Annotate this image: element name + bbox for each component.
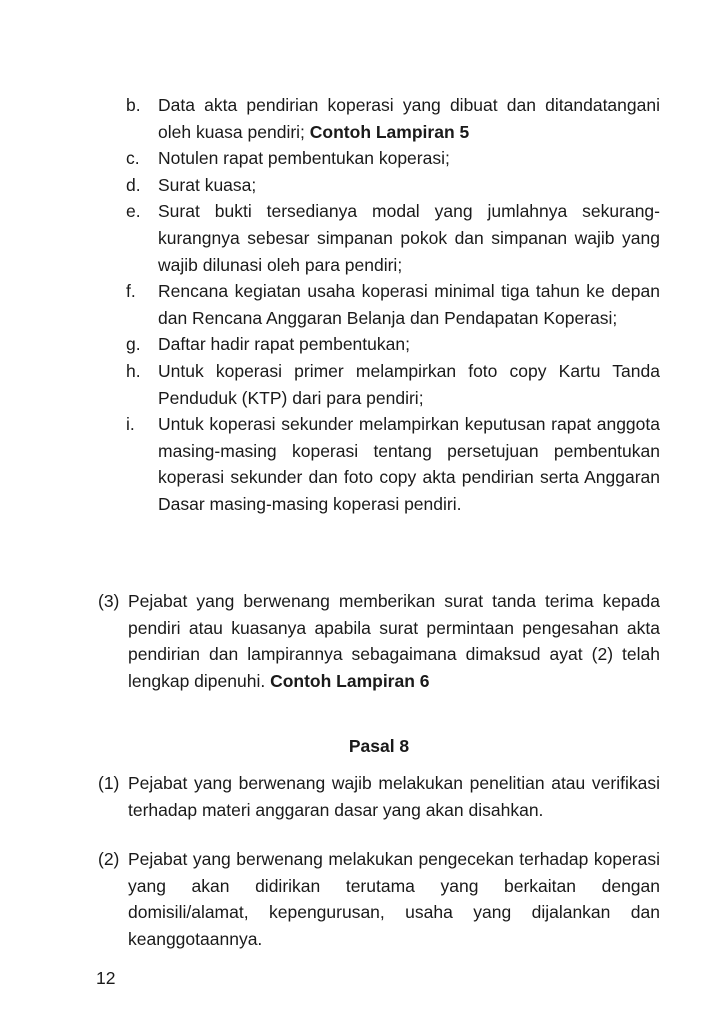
paragraph-text: Pejabat yang berwenang wajib melakukan penelitian atau verifikasi terhadap materi anggaran dasar yang akan disahkan.	[128, 773, 660, 820]
paragraph-number: (2)	[98, 849, 120, 869]
list-item-text: Rencana kegiatan usaha koperasi minimal tiga tahun ke depan dan Rencana Anggaran Belanja dan Pendapatan Koperasi;	[158, 281, 660, 328]
list-marker: i.	[126, 414, 135, 435]
paragraph-text: Pejabat yang berwenang memberikan surat tanda terima kepada pendiri atau kuasanya apabila surat permintaan pengesahan akta pendirian dan lampirannya sebagaimana dimaksud ayat (2) telah lengkap dipenuhi.	[128, 591, 660, 691]
list-marker: b.	[126, 95, 141, 115]
list-item	[126, 172, 660, 199]
section-heading: Pasal 8	[348, 736, 410, 756]
page-number: 12	[96, 968, 116, 988]
list-marker: d.	[126, 174, 141, 195]
paragraph-pasal8-2	[98, 846, 660, 952]
list-item	[126, 358, 660, 411]
list-item	[126, 145, 660, 172]
list-marker: c.	[126, 148, 140, 169]
list-item-text: Notulen rapat pembentukan koperasi;	[158, 148, 450, 169]
attachment-reference: Contoh Lampiran 5	[309, 121, 470, 142]
paragraph-pasal8-1	[98, 770, 660, 823]
list-marker: e.	[126, 201, 141, 222]
paragraph-text: Pejabat yang berwenang melakukan pengecekan terhadap koperasi yang akan didirikan terutama yang berkaitan dengan domisili/alamat, kepengurusan, usaha yang dijalankan dan keanggotaannya.	[128, 849, 660, 949]
list-marker: g.	[126, 334, 141, 355]
paragraph-3	[98, 588, 660, 694]
list-item	[126, 198, 660, 278]
list-item-text: Data akta pendirian koperasi yang dibuat dan ditandatangani oleh kuasa pendiri;	[158, 95, 660, 142]
list-item	[126, 278, 660, 331]
list-item	[126, 92, 660, 145]
paragraph-number: (3)	[98, 591, 120, 611]
paragraph-number: (1)	[98, 773, 120, 793]
list-item-text: Untuk koperasi primer melampirkan foto copy Kartu Tanda Penduduk (KTP) dari para pendiri;	[158, 360, 660, 408]
requirements-list	[126, 92, 660, 518]
list-marker: h.	[126, 360, 141, 381]
attachment-reference: Contoh Lampiran 6	[270, 670, 430, 691]
list-item	[126, 331, 660, 358]
list-item-text: Surat bukti tersedianya modal yang jumlahnya sekurang-kurangnya sebesar simpanan pokok dan simpanan wajib yang wajib dilunasi oleh para pendiri;	[158, 201, 660, 275]
list-item-text: Untuk koperasi sekunder melampirkan keputusan rapat anggota masing-masing koperasi tentang persetujuan pembentukan koperasi sekunder dan foto copy akta pendirian serta Anggaran Dasar masing-masing koperasi pendiri.	[158, 414, 660, 514]
list-marker: f.	[126, 281, 136, 302]
list-item-text: Daftar hadir rapat pembentukan;	[158, 334, 410, 355]
list-item	[126, 411, 660, 517]
list-item-text: Surat kuasa;	[158, 174, 257, 195]
